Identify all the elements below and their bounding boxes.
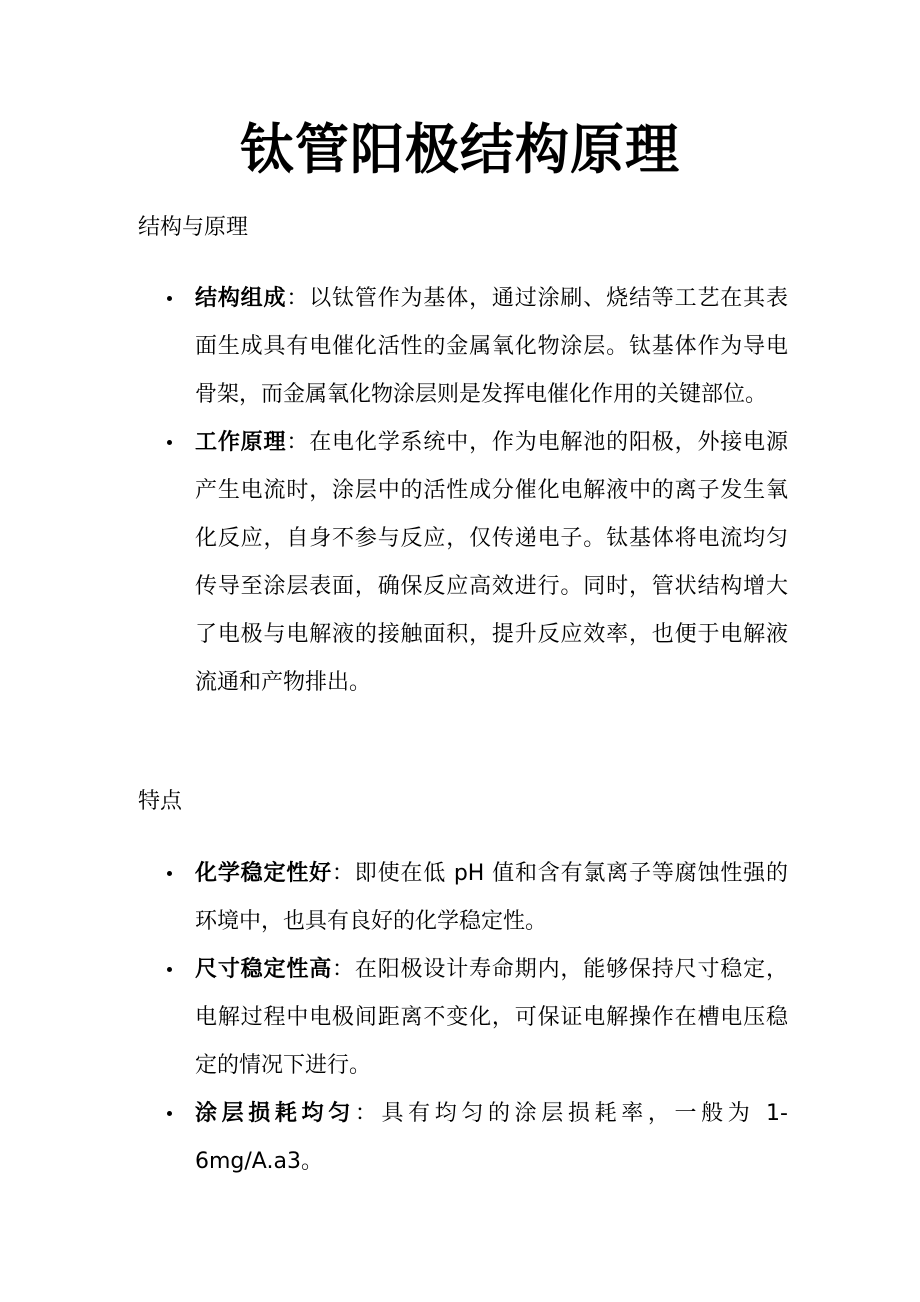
list-item bbox=[138, 275, 788, 419]
item-term: 尺寸稳定性高 bbox=[195, 957, 333, 982]
section-heading-structure: 结构与原理 bbox=[138, 215, 249, 240]
item-separator: ： bbox=[331, 861, 355, 886]
document-title: 钛管阳极结构原理 bbox=[240, 118, 680, 181]
section-heading-features: 特点 bbox=[138, 789, 183, 814]
item-text: 在电化学系统中，作为电解池的阳极，外接电源产生电流时，涂层中的活性成分催化电解液中的离子发生氧化反应，自身不参与反应，仅传递电子。钛基体将电流均匀传导至涂层表面，确保反应高效进行。同时，管状结构增大了电极与电解液的接触面积，提升反应效率，也便于电解液流通和产物排出。 bbox=[195, 430, 788, 695]
item-term: 涂层损耗均匀 bbox=[195, 1101, 355, 1126]
list-item bbox=[138, 419, 788, 707]
bullet-icon bbox=[167, 296, 172, 301]
item-separator: ： bbox=[286, 286, 310, 311]
list-item bbox=[138, 1090, 788, 1186]
item-text: 具有均匀的涂层损耗率，一般为 1-6mg/A.a3。 bbox=[195, 1101, 788, 1174]
structure-bullet-list bbox=[138, 275, 788, 707]
features-bullet-list bbox=[138, 850, 788, 1186]
item-term: 工作原理 bbox=[195, 430, 287, 455]
list-item bbox=[138, 850, 788, 946]
bullet-icon bbox=[167, 967, 172, 972]
item-text: 即使在低 pH 值和含有氯离子等腐蚀性强的环境中，也具有良好的化学稳定性。 bbox=[195, 861, 788, 934]
list-item bbox=[138, 946, 788, 1090]
item-separator: ： bbox=[286, 430, 310, 455]
bullet-icon bbox=[167, 871, 172, 876]
item-text: 在阳极设计寿命期内，能够保持尺寸稳定，电解过程中电极间距离不变化，可保证电解操作在槽电压稳定的情况下进行。 bbox=[195, 957, 788, 1078]
item-separator: ： bbox=[354, 1101, 382, 1126]
item-separator: ： bbox=[332, 957, 355, 982]
bullet-icon bbox=[167, 440, 172, 445]
item-term: 结构组成 bbox=[195, 286, 287, 311]
item-text: 以钛管作为基体，通过涂刷、烧结等工艺在其表面生成具有电催化活性的金属氧化物涂层。钛基体作为导电骨架，而金属氧化物涂层则是发挥电催化作用的关键部位。 bbox=[195, 286, 788, 407]
bullet-icon bbox=[167, 1111, 172, 1116]
item-term: 化学稳定性好 bbox=[195, 861, 332, 886]
